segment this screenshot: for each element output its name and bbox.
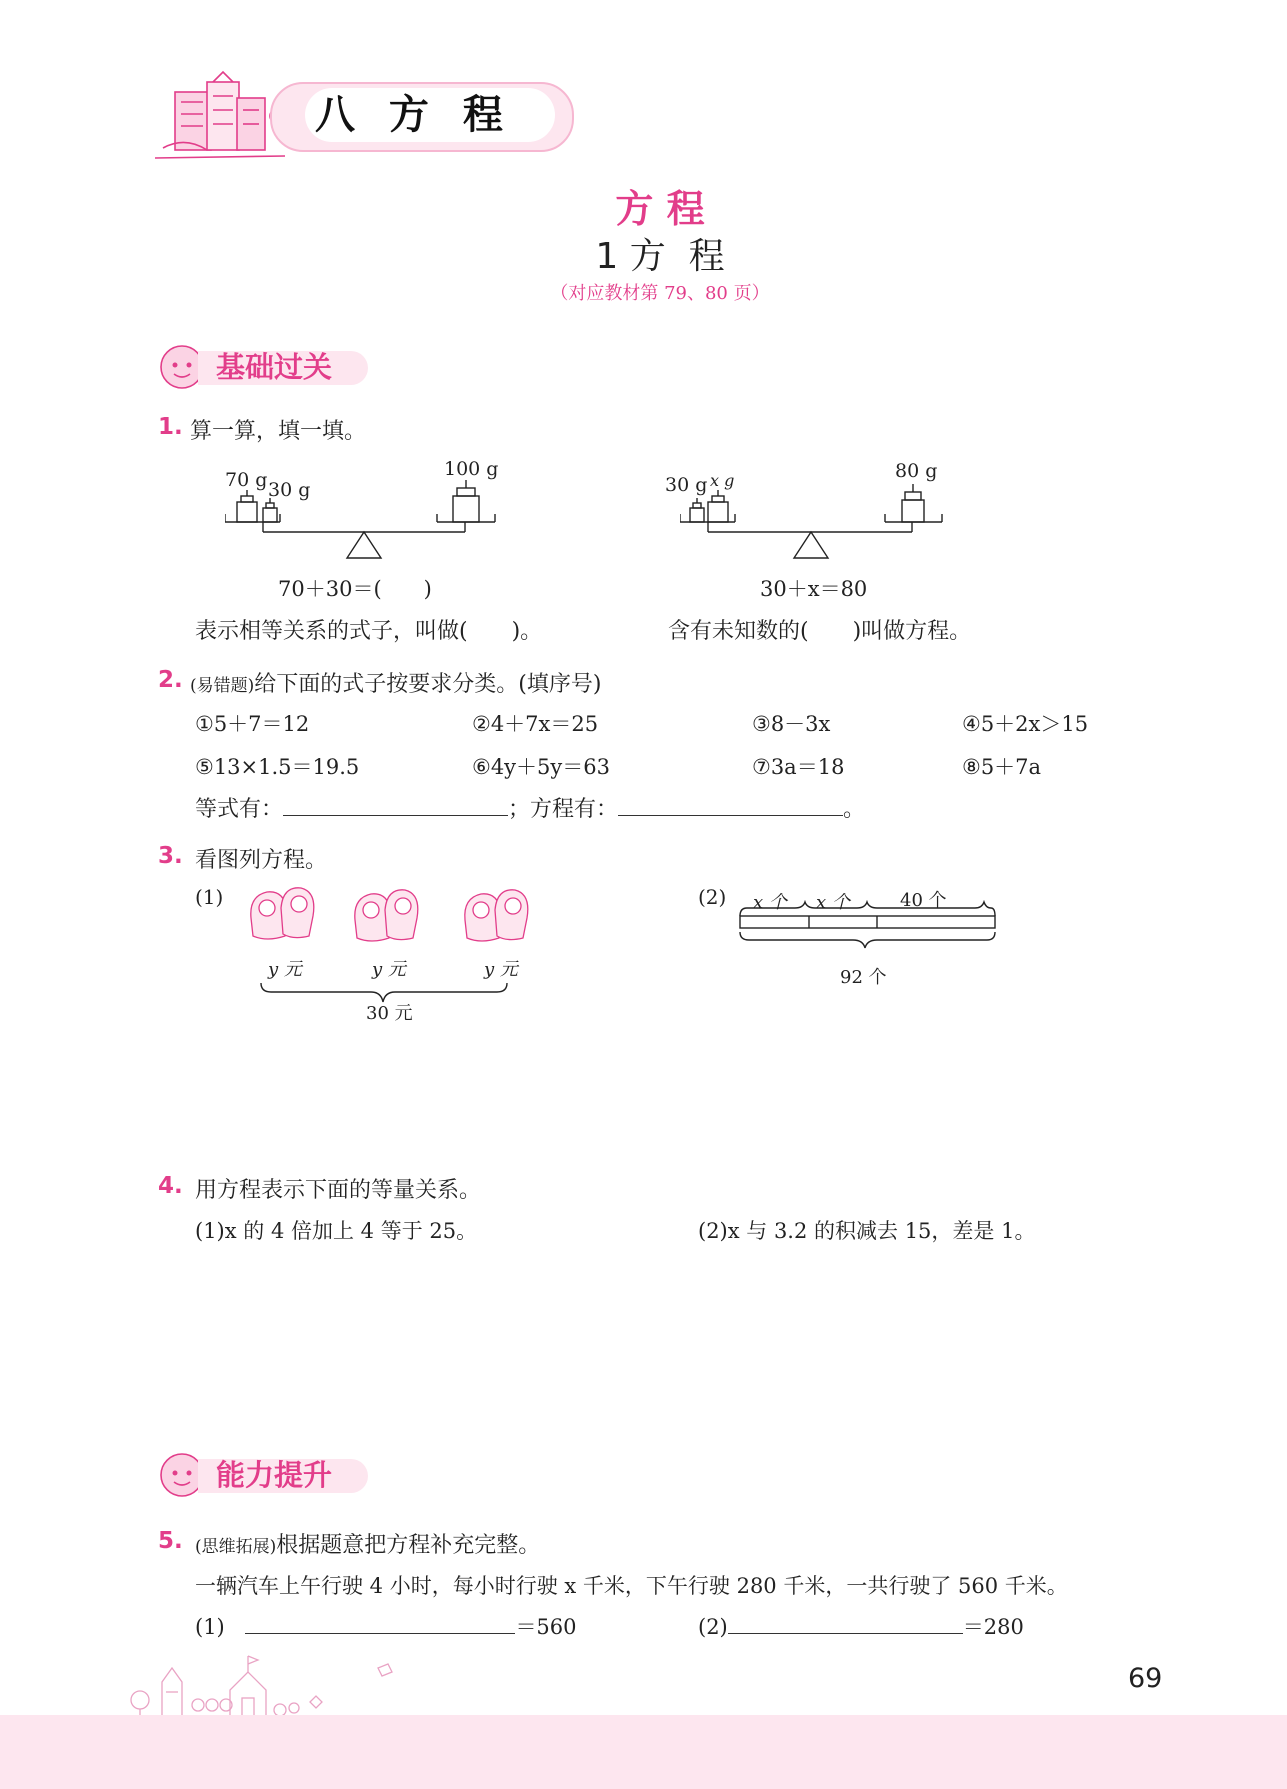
equations-answer-blank[interactable] xyxy=(618,797,843,816)
q2-answer-row xyxy=(195,792,865,823)
equalities-label: 等式有： xyxy=(195,797,284,822)
glove-price-2: y 元 xyxy=(372,959,406,980)
section-title: 方 程 xyxy=(615,187,705,231)
left-caption: 表示相等关系的式子，叫做( )。 xyxy=(195,619,543,644)
answer-end-mark: 。 xyxy=(843,797,866,822)
option-6: ⑥4y＋5y＝63 xyxy=(472,755,610,779)
q3-number: 3. xyxy=(158,843,183,869)
q5-part2 xyxy=(698,1611,1024,1641)
option-5: ⑤13×1.5＝19.5 xyxy=(195,755,360,779)
option-4: ④5＋2x＞15 xyxy=(962,712,1089,736)
option-7: ⑦3a＝18 xyxy=(752,755,845,779)
q5-tag: (思维拓展) xyxy=(195,1537,277,1557)
gloves-total-price: 30 元 xyxy=(366,1003,413,1024)
q4-number: 4. xyxy=(158,1173,183,1199)
q3-part1-label: (1) xyxy=(195,885,224,909)
q2-tag: (易错题) xyxy=(190,676,255,696)
q5-part2-label: (2) xyxy=(698,1615,728,1639)
q2-number: 2. xyxy=(158,667,183,693)
q2-heading xyxy=(190,667,601,698)
q5-part1-label: (1) xyxy=(195,1615,225,1639)
unit-header xyxy=(155,70,575,165)
option-8: ⑧5＋7a xyxy=(962,755,1042,779)
q1-text: 算一算，填一填。 xyxy=(190,419,367,444)
option-3: ③8－3x xyxy=(752,712,831,736)
q5-part1-rhs: ＝560 xyxy=(515,1615,577,1639)
badge-advanced-label: 能力提升 xyxy=(216,1458,333,1492)
lesson-title: 1 方 程 xyxy=(595,236,725,277)
q2-text: 给下面的式子按要求分类。(填序号) xyxy=(254,672,602,697)
q4-part2: (2)x 与 3.2 的积减去 15，差是 1。 xyxy=(698,1219,1036,1243)
left-equation: 70＋30＝( ) xyxy=(278,577,432,601)
equalities-answer-blank[interactable] xyxy=(283,797,508,816)
q5-number: 5. xyxy=(158,1528,183,1554)
right-equation: 30＋x＝80 xyxy=(760,577,868,601)
glove-pair-2-icon xyxy=(355,890,418,941)
glove-price-3: y 元 xyxy=(484,959,518,980)
right-weight-x: x g xyxy=(710,471,735,490)
lesson-reference: （对应教材第 79、80 页） xyxy=(550,283,770,304)
option-1: ①5＋7＝12 xyxy=(195,712,310,736)
q3-part2-label: (2) xyxy=(698,885,727,909)
q5-part2-rhs: ＝280 xyxy=(962,1615,1024,1639)
segment-label-40: 40 个 xyxy=(900,890,947,911)
glove-pair-1-icon xyxy=(251,888,314,939)
footer-town-decoration xyxy=(120,1650,410,1720)
segment-bottom-brace xyxy=(740,932,995,948)
page-number: 69 xyxy=(1128,1663,1163,1694)
left-weight-70: 70 g xyxy=(225,469,268,491)
q3-text: 看图列方程。 xyxy=(195,848,328,873)
q5-part1-blank[interactable] xyxy=(245,1615,515,1634)
segment-label-x2: x 个 xyxy=(816,892,850,913)
glove-pair-3-icon xyxy=(465,890,528,941)
right-weight-80: 80 g xyxy=(895,460,938,482)
q5-text: 根据题意把方程补充完整。 xyxy=(276,1533,541,1558)
q4-text: 用方程表示下面的等量关系。 xyxy=(195,1178,482,1203)
segment-total-92: 92 个 xyxy=(840,967,887,988)
right-caption: 含有未知数的( )叫做方程。 xyxy=(668,619,972,644)
glove-price-1: y 元 xyxy=(268,959,302,980)
section-badge-advanced xyxy=(158,1449,378,1501)
unit-title: 八 方 程 xyxy=(315,92,513,138)
q4-part1: (1)x 的 4 倍加上 4 等于 25。 xyxy=(195,1219,478,1243)
gloves-diagram xyxy=(245,878,545,1018)
left-weight-30: 30 g xyxy=(268,479,311,501)
option-2: ②4＋7x＝25 xyxy=(472,712,599,736)
q5-story: 一辆汽车上午行驶 4 小时，每小时行驶 x 千米，下午行驶 280 千米，一共行驶了 560 千米。 xyxy=(195,1574,1068,1598)
badge-basic-label: 基础过关 xyxy=(216,350,333,384)
q5-part1 xyxy=(195,1611,577,1641)
q5-heading xyxy=(195,1528,540,1559)
equations-label: ；方程有： xyxy=(508,797,619,822)
q5-part2-blank[interactable] xyxy=(728,1615,963,1634)
footer-band xyxy=(0,1715,1287,1789)
q1-number: 1. xyxy=(158,414,183,440)
left-weight-100: 100 g xyxy=(444,458,499,480)
section-badge-basic xyxy=(158,341,378,393)
segment-label-x1: x 个 xyxy=(753,892,787,913)
segment-bar xyxy=(740,916,995,928)
right-weight-30: 30 g xyxy=(665,474,708,496)
